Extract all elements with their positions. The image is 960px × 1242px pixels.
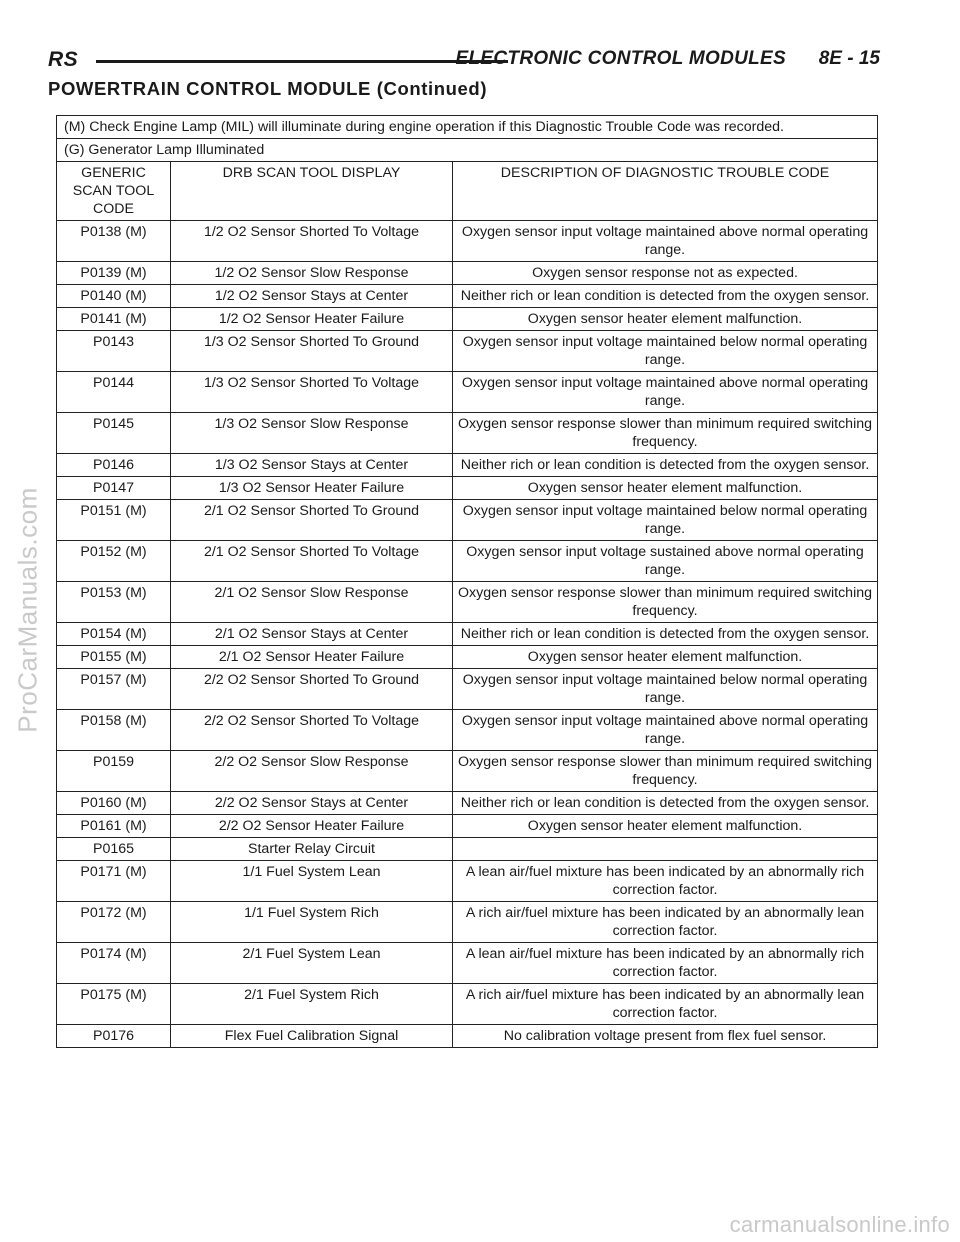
dtc-description-cell: A lean air/fuel mixture has been indicated by an abnormally rich correction factor.	[453, 943, 878, 984]
running-header	[48, 46, 880, 72]
dtc-display-cell: 1/1 Fuel System Lean	[171, 861, 453, 902]
dtc-code-cell: P0172 (M)	[57, 902, 171, 943]
dtc-description-cell: A lean air/fuel mixture has been indicated by an abnormally rich correction factor.	[453, 861, 878, 902]
dtc-display-cell: 1/2 O2 Sensor Shorted To Voltage	[171, 221, 453, 262]
dtc-display-cell: Starter Relay Circuit	[171, 838, 453, 861]
dtc-code-cell: P0143	[57, 331, 171, 372]
dtc-code-cell: P0138 (M)	[57, 221, 171, 262]
footer-watermark: carmanualsonline.info	[729, 1212, 950, 1237]
table-row	[57, 262, 878, 285]
table-row	[57, 623, 878, 646]
dtc-display-cell: 2/2 O2 Sensor Stays at Center	[171, 792, 453, 815]
column-header-description: DESCRIPTION OF DIAGNOSTIC TROUBLE CODE	[453, 162, 878, 221]
dtc-description-cell: Oxygen sensor input voltage maintained above normal operating range.	[453, 710, 878, 751]
table-row	[57, 669, 878, 710]
dtc-description-cell: Oxygen sensor heater element malfunction.	[453, 646, 878, 669]
dtc-description-cell: Oxygen sensor input voltage sustained above normal operating range.	[453, 541, 878, 582]
dtc-display-cell: Flex Fuel Calibration Signal	[171, 1025, 453, 1048]
table-row	[57, 372, 878, 413]
table-row	[57, 413, 878, 454]
table-header-row	[57, 162, 878, 221]
dtc-table	[56, 115, 878, 1048]
table-row	[57, 902, 878, 943]
dtc-code-cell: P0175 (M)	[57, 984, 171, 1025]
table-row	[57, 477, 878, 500]
header-vehicle-code: RS	[48, 48, 79, 71]
header-rule	[96, 60, 508, 63]
dtc-description-cell: Oxygen sensor response slower than minimum required switching frequency.	[453, 582, 878, 623]
note-generator: (G) Generator Lamp Illuminated	[57, 139, 878, 162]
dtc-display-cell: 2/2 O2 Sensor Slow Response	[171, 751, 453, 792]
table-row	[57, 500, 878, 541]
dtc-display-cell: 2/1 Fuel System Rich	[171, 984, 453, 1025]
dtc-description-cell: Oxygen sensor input voltage maintained below normal operating range.	[453, 669, 878, 710]
dtc-code-cell: P0152 (M)	[57, 541, 171, 582]
dtc-code-cell: P0139 (M)	[57, 262, 171, 285]
table-row	[57, 582, 878, 623]
note-row	[57, 139, 878, 162]
dtc-description-cell: Neither rich or lean condition is detected from the oxygen sensor.	[453, 285, 878, 308]
dtc-display-cell: 1/1 Fuel System Rich	[171, 902, 453, 943]
dtc-display-cell: 2/1 O2 Sensor Heater Failure	[171, 646, 453, 669]
dtc-code-cell: P0165	[57, 838, 171, 861]
dtc-display-cell: 1/2 O2 Sensor Heater Failure	[171, 308, 453, 331]
dtc-description-cell: Oxygen sensor input voltage maintained above normal operating range.	[453, 221, 878, 262]
dtc-description-cell: Oxygen sensor heater element malfunction.	[453, 308, 878, 331]
table-row	[57, 285, 878, 308]
dtc-description-cell: Neither rich or lean condition is detected from the oxygen sensor.	[453, 792, 878, 815]
dtc-display-cell: 2/2 O2 Sensor Shorted To Voltage	[171, 710, 453, 751]
dtc-description-cell: Oxygen sensor input voltage maintained above normal operating range.	[453, 372, 878, 413]
dtc-display-cell: 1/3 O2 Sensor Heater Failure	[171, 477, 453, 500]
dtc-code-cell: P0153 (M)	[57, 582, 171, 623]
note-row	[57, 116, 878, 139]
dtc-code-cell: P0151 (M)	[57, 500, 171, 541]
dtc-description-cell: Oxygen sensor heater element malfunction.	[453, 477, 878, 500]
dtc-code-cell: P0147	[57, 477, 171, 500]
dtc-code-cell: P0161 (M)	[57, 815, 171, 838]
dtc-display-cell: 1/3 O2 Sensor Stays at Center	[171, 454, 453, 477]
dtc-code-cell: P0159	[57, 751, 171, 792]
dtc-description-cell: Oxygen sensor response slower than minimum required switching frequency.	[453, 413, 878, 454]
dtc-description-cell: Oxygen sensor heater element malfunction.	[453, 815, 878, 838]
table-row	[57, 861, 878, 902]
dtc-description-cell: Oxygen sensor input voltage maintained below normal operating range.	[453, 500, 878, 541]
dtc-display-cell: 2/1 O2 Sensor Shorted To Ground	[171, 500, 453, 541]
dtc-display-cell: 2/1 O2 Sensor Slow Response	[171, 582, 453, 623]
dtc-code-cell: P0171 (M)	[57, 861, 171, 902]
dtc-code-cell: P0174 (M)	[57, 943, 171, 984]
dtc-display-cell: 1/3 O2 Sensor Slow Response	[171, 413, 453, 454]
page-subtitle: POWERTRAIN CONTROL MODULE (Continued)	[48, 78, 488, 99]
table-row	[57, 792, 878, 815]
column-header-display: DRB SCAN TOOL DISPLAY	[171, 162, 453, 221]
dtc-description-cell: No calibration voltage present from flex fuel sensor.	[453, 1025, 878, 1048]
table-row	[57, 838, 878, 861]
dtc-code-cell: P0140 (M)	[57, 285, 171, 308]
dtc-display-cell: 1/3 O2 Sensor Shorted To Ground	[171, 331, 453, 372]
table-row	[57, 541, 878, 582]
dtc-display-cell: 1/2 O2 Sensor Slow Response	[171, 262, 453, 285]
table-row	[57, 751, 878, 792]
header-page-number: 8E - 15	[818, 48, 880, 69]
table-row	[57, 943, 878, 984]
table-row	[57, 308, 878, 331]
dtc-description-cell: Neither rich or lean condition is detected from the oxygen sensor.	[453, 454, 878, 477]
dtc-display-cell: 2/2 O2 Sensor Heater Failure	[171, 815, 453, 838]
dtc-description-cell: Oxygen sensor input voltage maintained below normal operating range.	[453, 331, 878, 372]
column-header-code: GENERIC SCAN TOOL CODE	[57, 162, 171, 221]
dtc-display-cell: 2/1 O2 Sensor Shorted To Voltage	[171, 541, 453, 582]
dtc-display-cell: 1/2 O2 Sensor Stays at Center	[171, 285, 453, 308]
table-row	[57, 454, 878, 477]
note-mil: (M) Check Engine Lamp (MIL) will illuminate during engine operation if this Diagnostic Trouble Code was recorded.	[57, 116, 878, 139]
dtc-description-cell: Neither rich or lean condition is detected from the oxygen sensor.	[453, 623, 878, 646]
dtc-description-cell: A rich air/fuel mixture has been indicated by an abnormally lean correction factor.	[453, 984, 878, 1025]
dtc-description-cell: A rich air/fuel mixture has been indicated by an abnormally lean correction factor.	[453, 902, 878, 943]
dtc-display-cell: 2/1 Fuel System Lean	[171, 943, 453, 984]
dtc-code-cell: P0141 (M)	[57, 308, 171, 331]
table-row	[57, 646, 878, 669]
dtc-description-cell: Oxygen sensor response slower than minimum required switching frequency.	[453, 751, 878, 792]
table-row	[57, 1025, 878, 1048]
dtc-code-cell: P0146	[57, 454, 171, 477]
dtc-display-cell: 2/2 O2 Sensor Shorted To Ground	[171, 669, 453, 710]
dtc-display-cell: 2/1 O2 Sensor Stays at Center	[171, 623, 453, 646]
dtc-display-cell: 1/3 O2 Sensor Shorted To Voltage	[171, 372, 453, 413]
table-row	[57, 331, 878, 372]
header-section-title: ELECTRONIC CONTROL MODULES	[455, 48, 786, 69]
dtc-code-cell: P0160 (M)	[57, 792, 171, 815]
table-row	[57, 815, 878, 838]
dtc-code-cell: P0155 (M)	[57, 646, 171, 669]
side-watermark	[6, 0, 50, 1242]
dtc-code-cell: P0158 (M)	[57, 710, 171, 751]
dtc-description-cell: Oxygen sensor response not as expected.	[453, 262, 878, 285]
dtc-code-cell: P0176	[57, 1025, 171, 1048]
dtc-code-cell: P0144	[57, 372, 171, 413]
dtc-code-cell: P0157 (M)	[57, 669, 171, 710]
dtc-code-cell: P0154 (M)	[57, 623, 171, 646]
table-row	[57, 984, 878, 1025]
dtc-code-cell: P0145	[57, 413, 171, 454]
side-watermark-text: ProCarManuals.com	[12, 487, 43, 733]
table-row	[57, 710, 878, 751]
dtc-description-cell	[453, 838, 878, 861]
table-row	[57, 221, 878, 262]
